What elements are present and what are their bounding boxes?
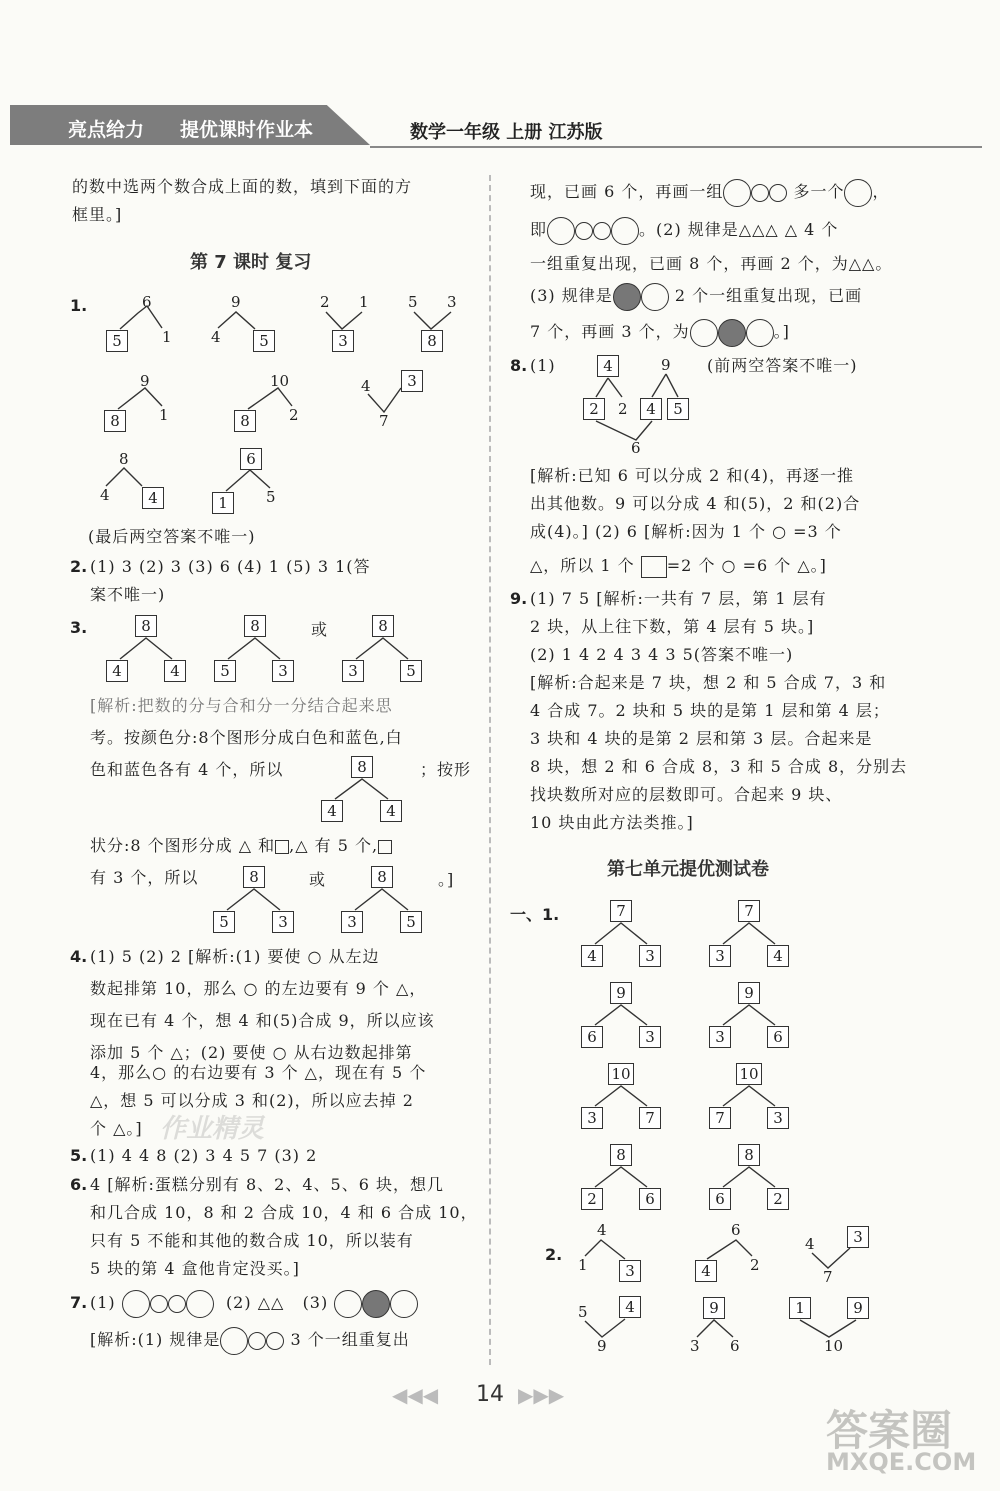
answer-box: 3: [332, 330, 354, 352]
page-number: 14: [476, 1382, 504, 1407]
answer-box: 9: [703, 1297, 725, 1319]
tree-top: 10: [270, 372, 290, 390]
answer-box: 7: [738, 900, 760, 922]
answer-box: 8: [244, 615, 266, 637]
analysis-line: [530, 216, 838, 245]
big-circle-icon: [186, 1290, 214, 1318]
answer-box: 3: [709, 1026, 731, 1048]
answer-box: 4: [581, 945, 603, 967]
tree-left-top: 4: [361, 377, 371, 395]
analysis-line: 找块数所对应的层数即可。合起来 9 块、: [530, 785, 843, 804]
tree-left-top: 2: [320, 293, 330, 311]
answer-box: 4: [142, 487, 164, 509]
tree-bottom: 7: [823, 1268, 833, 1286]
answer-box: 4: [767, 945, 789, 967]
answer-box: 1: [212, 492, 234, 514]
answer-line: 4，那么○ 的右边要有 3 个 △，现在有 5 个: [90, 1063, 427, 1082]
question-number: 6.: [70, 1175, 88, 1194]
answer-box: 5: [214, 660, 236, 682]
question-number: 1.: [70, 296, 88, 315]
answer-box: 3: [639, 1026, 661, 1048]
filled-circle-icon: [718, 319, 746, 347]
answer-line: 现在已有 4 个，想 4 和(5)合成 9，所以应该: [90, 1011, 435, 1030]
analysis-line: 10 块由此方法类推。]: [530, 813, 694, 832]
analysis-line: [530, 318, 790, 347]
answer-box: 5: [400, 911, 422, 933]
answer-box: 8: [243, 866, 265, 888]
lesson-title: 第 7 课时 复习: [190, 252, 312, 273]
analysis-line: [90, 836, 392, 856]
tree-bottom: 9: [597, 1337, 607, 1355]
answer-box: 6: [639, 1188, 661, 1210]
circle-icon: [150, 1295, 168, 1313]
analysis-line: 3 块和 4 块的是第 2 层和第 3 层。合起来是: [530, 729, 873, 748]
analysis-line: 4 合成 7。2 块和 5 块的是第 1 层和第 4 层；: [530, 701, 890, 720]
answer-line: (2) 1 4 2 4 3 4 3 5(答案不唯一): [530, 645, 794, 664]
big-circle-icon: [220, 1327, 248, 1355]
big-circle-icon: [122, 1290, 150, 1318]
question-number: 7.: [70, 1293, 88, 1312]
answer-line: (1) 3 (2) 3 (3) 6 (4) 1 (5) 3 1(答: [90, 557, 371, 576]
answer-box: 8: [351, 756, 373, 778]
answer-box: 3: [847, 1226, 869, 1248]
tree-mid: 2: [618, 400, 628, 418]
intro-line: 的数中选两个数合成上面的数，填到下面的方: [72, 177, 413, 196]
answer-box: 3: [272, 660, 294, 682]
tree-top: 8: [119, 450, 129, 468]
answer-box: 2: [583, 398, 605, 420]
tree-top: 6: [142, 293, 152, 311]
big-circle-icon: [547, 217, 575, 245]
answer-box: 4: [164, 660, 186, 682]
answer-box: 1: [789, 1297, 811, 1319]
answer-box: 8: [234, 410, 256, 432]
analysis-line: [530, 554, 827, 578]
question-number: 一、1.: [510, 905, 560, 924]
analysis-text: 2 个一组重复出现，已画: [674, 286, 863, 305]
tree-right: 2: [289, 406, 299, 424]
analysis-line: 8 块，想 2 和 6 合成 8，3 和 5 合成 8，分别去: [530, 757, 908, 776]
answer-line: 和几合成 10，8 和 2 合成 10，4 和 6 合成 10，: [90, 1203, 478, 1222]
analysis-text: ,△ 有 5 个,: [289, 836, 379, 855]
tree-left-top: 5: [408, 293, 418, 311]
filled-circle-icon: [362, 1290, 390, 1318]
answer-box: 7: [610, 900, 632, 922]
answer-box: 3: [709, 945, 731, 967]
blank-square-icon: [641, 556, 667, 578]
answer-box: 3: [272, 911, 294, 933]
square-icon: [378, 840, 392, 854]
analysis-text: 7 个，再画 3 个，为: [530, 322, 690, 341]
answer-box: 3: [639, 945, 661, 967]
answer-box: 9: [847, 1297, 869, 1319]
column-divider: [489, 175, 491, 1365]
part-label: (3): [302, 1293, 329, 1312]
circle-icon: [248, 1332, 266, 1350]
tree-right: 1: [162, 328, 172, 346]
big-circle-icon: [723, 179, 751, 207]
question-number: 2.: [70, 557, 88, 576]
answer-box: 8: [371, 866, 393, 888]
circle-icon: [168, 1295, 186, 1313]
part-label: (1): [530, 356, 556, 375]
answer-box: 6: [240, 448, 262, 470]
tree-left: 4: [100, 486, 110, 504]
analysis-text: =2 个 ○ =6 个 △。]: [666, 556, 827, 575]
or-text: 或: [311, 620, 329, 639]
tree-right: 5: [266, 488, 276, 506]
answer-line: △，想 5 可以分成 3 和(2)，所以应去掉 2: [90, 1091, 414, 1110]
answer-box: 5: [253, 330, 275, 352]
tree-bottom: 10: [824, 1337, 844, 1355]
circle-icon: [746, 319, 774, 347]
watermark: 作业精灵: [160, 1114, 265, 1144]
analysis-line: 。]: [438, 870, 455, 889]
analysis-text: 现，已画 6 个，再画一组: [530, 182, 724, 201]
circle-icon: [593, 222, 611, 240]
answer-box: 4: [619, 1296, 641, 1318]
circle-icon: [390, 1290, 418, 1318]
answer-line: 案不唯一): [90, 585, 166, 604]
question-number: 3.: [70, 618, 88, 637]
tree-right-top: 1: [359, 293, 369, 311]
analysis-line: [解析:把数的分与合和分一分结合起来思: [90, 696, 393, 715]
answer-box: 8: [610, 1144, 632, 1166]
question-number: 9.: [510, 589, 528, 608]
filled-circle-icon: [613, 283, 641, 311]
answer-box: 8: [421, 330, 443, 352]
analysis-line: [解析:合起来是 7 块，想 2 和 5 合成 7，3 和: [530, 673, 887, 692]
answer-line: (1) 5 (2) 2 [解析:(1) 要使 ○ 从左边: [90, 947, 380, 966]
tree-left: 3: [690, 1337, 700, 1355]
answer-box: 3: [341, 911, 363, 933]
or-text: 或: [309, 870, 327, 889]
answer-box: 5: [106, 330, 128, 352]
answer-box: 6: [581, 1026, 603, 1048]
answer-box: 8: [738, 1144, 760, 1166]
answer-box: 3: [581, 1107, 603, 1129]
analysis-text: 即: [530, 220, 548, 239]
answer-box: 3: [767, 1107, 789, 1129]
answer-box: 4: [106, 660, 128, 682]
header-rule: [370, 146, 982, 148]
question-number: 2.: [545, 1245, 563, 1264]
tree-left: 1: [578, 1256, 588, 1274]
analysis-line: 成(4)。] (2) 6 [解析:因为 1 个 ○ =3 个: [530, 522, 842, 541]
answer-box: 6: [709, 1188, 731, 1210]
analysis-line: 一组重复出现，已画 8 个，再画 2 个，为△△。: [530, 254, 893, 273]
tree-top: 4: [597, 1221, 607, 1239]
analysis-line: [530, 178, 889, 207]
big-circle-icon: [611, 217, 639, 245]
tree-right: 2: [750, 1256, 760, 1274]
unit-title: 第七单元提优测试卷: [607, 859, 769, 880]
tree-right-top: 3: [447, 293, 457, 311]
answer-box: 8: [104, 410, 126, 432]
part-label: (1): [90, 1293, 116, 1312]
analysis-text: ，: [872, 182, 890, 201]
analysis-text: [解析:(1) 规律是: [90, 1330, 221, 1349]
analysis-line: 考。按颜色分:8个图形分成白色和蓝色,白: [90, 728, 403, 747]
analysis-line: 有 3 个，所以: [90, 868, 199, 887]
analysis-text: △，所以 1 个: [530, 556, 635, 575]
answer-box: 9: [738, 982, 760, 1004]
answer-line: 数起排第 10，那么 ○ 的左边要有 9 个 △，: [90, 979, 427, 998]
tree-left-top: 5: [578, 1303, 588, 1321]
header-brand: 亮点给力: [68, 119, 145, 141]
circle-icon: [266, 1332, 284, 1350]
analysis-text: 。]: [773, 322, 790, 341]
answer-line: 5 块的第 4 盒他肯定没买。]: [90, 1259, 300, 1278]
next-page-arrows-icon: ▶▶▶: [518, 1383, 565, 1407]
circle-icon: [334, 1290, 362, 1318]
watermark-url: MXQE.COM: [826, 1448, 977, 1476]
prev-page-arrows-icon: ◀◀◀: [392, 1383, 439, 1407]
answer-line: 4 [解析:蛋糕分别有 8、2、4、5、6 块，想几: [90, 1175, 444, 1194]
answer-box: 6: [767, 1026, 789, 1048]
answer-box: 3: [342, 660, 364, 682]
answer-box: 4: [597, 355, 619, 377]
analysis-text: 状分:8 个图形分成 △ 和: [90, 836, 276, 855]
intro-line: 框里。]: [72, 205, 123, 224]
analysis-line: [90, 1326, 410, 1355]
answer-box: 4: [695, 1260, 717, 1282]
answer-box: 2: [767, 1188, 789, 1210]
answer-box: 9: [610, 982, 632, 1004]
answer-line: [90, 1289, 418, 1318]
answer-box: 4: [640, 398, 662, 420]
analysis-text: (3) 规律是: [530, 286, 613, 305]
answer-line: 添加 5 个 △；(2) 要使 ○ 从右边数起排第: [90, 1043, 413, 1062]
header-series: 提优课时作业本: [180, 119, 314, 141]
answer-box: 4: [380, 800, 402, 822]
answer-line: 只有 5 不能和其他的数合成 10，所以装有: [90, 1231, 414, 1250]
tree-right: 1: [159, 406, 169, 424]
answer-box: 10: [608, 1063, 634, 1085]
note: (最后两空答案不唯一): [88, 527, 256, 546]
tree-left: 4: [211, 328, 221, 346]
answer-box: 3: [401, 370, 423, 392]
question-number: 8.: [510, 356, 528, 375]
answer-line: (1) 4 4 8 (2) 3 4 5 7 (3) 2: [90, 1146, 318, 1165]
answer-box: 8: [135, 615, 157, 637]
tree-left-top: 4: [805, 1235, 815, 1253]
tree-top: 6: [731, 1221, 741, 1239]
circle-icon: [690, 319, 718, 347]
watermark-logo: 答案圈: [826, 1406, 953, 1455]
answer-line: (1) 7 5 [解析:一共有 7 层，第 1 层有: [530, 589, 827, 608]
answer-box: 5: [667, 398, 689, 420]
analysis-text: 多一个: [793, 182, 845, 201]
analysis-text: 3 个一组重复出: [290, 1330, 410, 1349]
circle-icon: [641, 283, 669, 311]
circle-icon: [575, 222, 593, 240]
answer-box: 4: [321, 800, 343, 822]
tree-top: 9: [231, 293, 241, 311]
answer-line: 2 块，从上往下数，第 4 层有 5 块。]: [530, 617, 815, 636]
header-subject: 数学一年级 上册 江苏版: [410, 122, 603, 143]
analysis-line: 色和蓝色各有 4 个，所以: [90, 760, 284, 779]
answer-line: 个 △。]: [90, 1119, 143, 1138]
analysis-text: 。(2) 规律是△△△ △ 4 个: [639, 220, 839, 239]
tree-bottom: 6: [631, 439, 641, 457]
circle-icon: [751, 184, 769, 202]
part-answer: (2) △△: [225, 1293, 285, 1312]
tree-right: 6: [730, 1337, 740, 1355]
answer-box: 10: [736, 1063, 762, 1085]
note: (前两空答案不唯一): [707, 356, 858, 375]
circle-icon: [769, 184, 787, 202]
analysis-line: 出其他数。9 可以分成 4 和(5)，2 和(2)合: [530, 494, 861, 513]
answer-box: 3: [619, 1260, 641, 1282]
answer-box: 7: [639, 1107, 661, 1129]
question-number: 4.: [70, 947, 88, 966]
answer-box: 5: [213, 911, 235, 933]
analysis-line: ；按形: [420, 760, 472, 779]
tree-top: 9: [140, 372, 150, 390]
answer-box: 8: [372, 615, 394, 637]
square-icon: [275, 840, 289, 854]
big-circle-icon: [844, 179, 872, 207]
answer-box: 5: [400, 660, 422, 682]
question-number: 5.: [70, 1146, 88, 1165]
tree-bottom: 7: [379, 412, 389, 430]
analysis-line: [解析:已知 6 可以分成 2 和(4)，再逐一推: [530, 466, 855, 485]
answer-box: 7: [709, 1107, 731, 1129]
answer-box: 2: [581, 1188, 603, 1210]
tree-top: 9: [661, 356, 671, 374]
analysis-line: [530, 282, 862, 311]
